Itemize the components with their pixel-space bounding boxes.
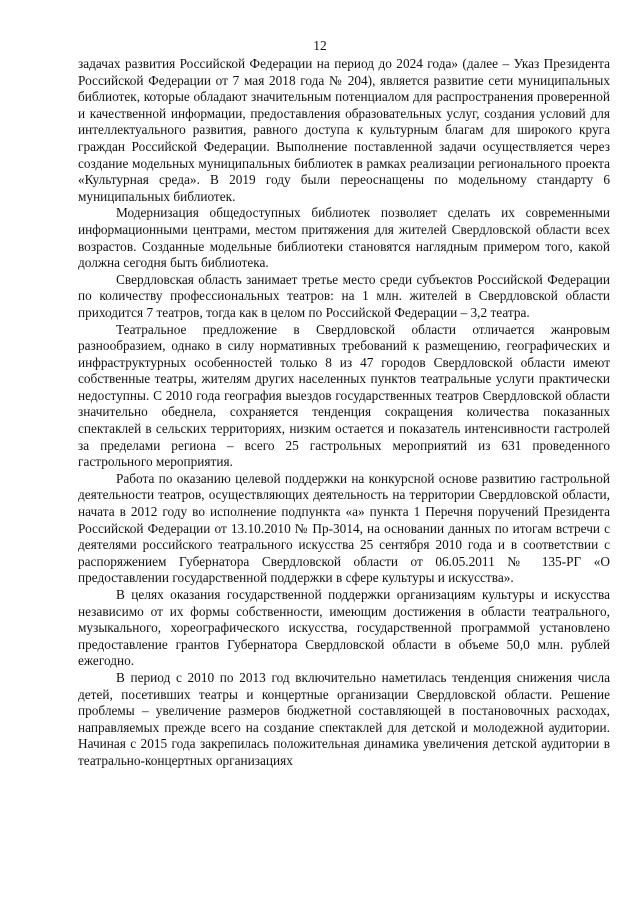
document-body <box>78 56 610 770</box>
paragraph-1: задачах развития Российской Федерации на период до 2024 года» (далее – Указ Президента Российской Федерации от 7 мая 2018 года № 204), является развитие сети муниципальных библиотек, которые обладают значительным потенциалом для распространения проверенной и качественной информации, предоставления образовательных услуг, создания условий для интеллектуального развития, равного доступа к культурным благам для широкого круга граждан Российской Федерации. Выполнение поставленной задачи осуществляется через создание модельных муниципальных библиотек в рамках реализации регионального проекта «Культурная среда». В 2019 году были переоснащены по модельному стандарту 6 муниципальных библиотек. <box>78 56 610 204</box>
paragraph-7: В период с 2010 по 2013 год включительно наметилась тенденция снижения числа детей, посетивших театры и концертные организации Свердловской области. Решение проблемы – увеличение размеров бюджетной составляющей в постановочных расходах, направляемых прежде всего на создание спектаклей для детской и молодежной аудитории. Начиная с 2015 года закрепилась положительная динамика увеличения детской аудитории в театрально-концертных организациях <box>78 669 610 768</box>
paragraph-6: В целях оказания государственной поддержки организациям культуры и искусства независимо от их формы собственности, имеющим достижения в области театрального, музыкального, хореографического искусства, государственной программой установлено предоставление грантов Губернатора Свердловской области в объеме 50,0 млн. рублей ежегодно. <box>78 587 610 669</box>
page-number: 12 <box>313 38 327 53</box>
paragraph-2: Модернизация общедоступных библиотек позволяет сделать их современными информационными центрами, местом притяжения для жителей Свердловской области всех возрастов. Созданные модельные библиотеки становятся наглядным примером того, какой должна сегодня быть библиотека. <box>78 205 610 271</box>
paragraph-5: Работа по оказанию целевой поддержки на конкурсной основе развитию гастрольной деятельности театров, осуществляющих деятельность на территории Свердловской области, начата в 2012 году во исполнение подпункта «а» пункта 1 Перечня поручений Президента Российской Федерации от 13.10.2010 № Пр-3014, на основании данных по итогам встречи с деятелями российского театрального искусства 25 сентября 2010 года и в соответствии с распоряжением Губернатора Свердловской области от 06.05.2011 № 135-РГ «О предоставлении государственной поддержки в сфере культуры и искусства». <box>78 470 610 586</box>
paragraph-3: Свердловская область занимает третье место среди субъектов Российской Федерации по количеству профессиональных театров: на 1 млн. жителей в Свердловской области приходится 7 театров, тогда как в целом по Российской Федерации – 3,2 театра. <box>78 271 610 320</box>
paragraph-4: Театральное предложение в Свердловской области отличается жанровым разнообразием, однако в силу нормативных требований к размещению, географических и инфраструктурных особенностей только 8 из 47 городов Свердловской области имеют собственные театры, жителям других населенных пунктов театральные услуги практически недоступны. С 2010 года география выездов государственных театров Свердловской области значительно обеднела, сохраняется тенденция сокращения количества показанных спектаклей в сельских территориях, низким остается и показатель интенсивности гастролей за пределами региона – всего 25 гастрольных мероприятий из 631 проведенного гастрольного мероприятия. <box>78 321 610 470</box>
